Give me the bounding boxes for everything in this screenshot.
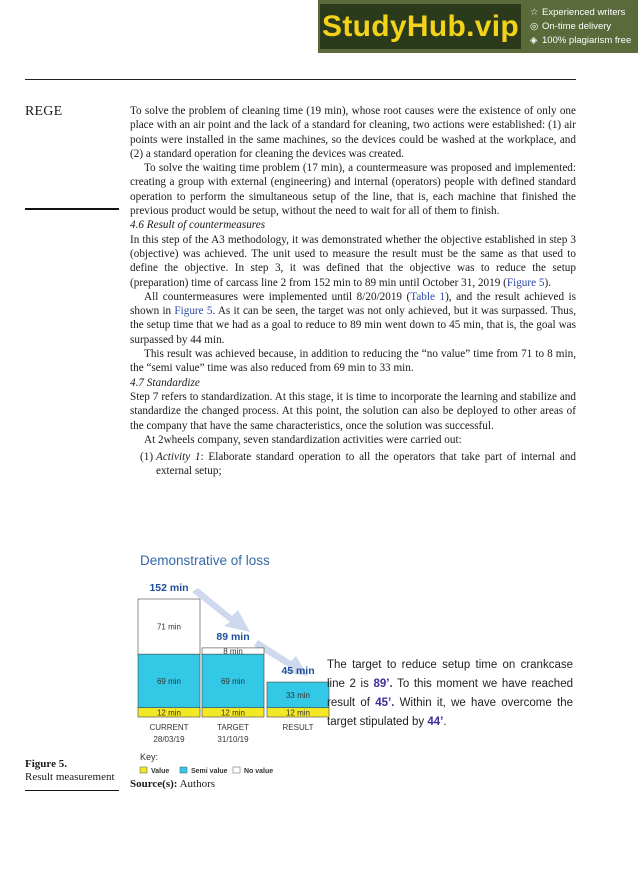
figure-callout: [327, 656, 573, 732]
bar-total-label: 89 min: [216, 630, 250, 643]
banner-feature: [530, 6, 631, 20]
bar-total-label: 152 min: [149, 582, 189, 594]
banner-feature-text: On-time delivery: [542, 21, 612, 32]
category-label: CURRENT: [149, 723, 189, 732]
side-rule: [25, 208, 119, 210]
legend-label: No value: [244, 768, 274, 775]
list-item: [130, 450, 576, 479]
bar-segment-label: 12 min: [220, 708, 246, 718]
source-text: Authors: [177, 778, 216, 790]
callout-value: 89’.: [373, 678, 393, 690]
figure-link[interactable]: Figure 5: [174, 305, 213, 318]
banner-feature-text: 100% plagiarism free: [542, 35, 632, 46]
banner-feature: [530, 20, 631, 34]
bar-segment-label: 71 min: [156, 622, 182, 632]
callout-value: 44’: [427, 716, 444, 728]
callout-text: The target to reduce setup time on crankcase line 2 is: [327, 659, 573, 690]
bar-segment-label: 12 min: [285, 708, 311, 718]
bar-segment-label: 12 min: [156, 708, 182, 718]
table-link[interactable]: Table 1: [410, 290, 446, 303]
bar-segment-label: 69 min: [220, 676, 246, 686]
category-label: TARGET: [217, 723, 249, 732]
bar-segment-label: 33 min: [285, 690, 311, 700]
section-heading: 4.6 Result of countermeasures: [130, 219, 266, 232]
text-run: ), and the result achieved is shown in: [130, 290, 577, 318]
banner-feature-text: Experienced writers: [542, 7, 626, 18]
section-heading: 4.7 Standardize: [130, 376, 200, 389]
callout-text: Within it, we have overcome the target stipulated by: [327, 697, 573, 728]
category-label: RESULT: [282, 723, 314, 732]
studyhub-logo[interactable]: StudyHub.vip: [320, 4, 521, 49]
paragraph: This result was achieved because, in addition to reducing the “no value” time from 71 to 8 min, the “semi value” time was also reduced from 69 min to 33 min.: [130, 348, 576, 375]
text-run: All countermeasures were implemented until 8/20/2019 (: [144, 290, 411, 303]
list-number: (1): [140, 451, 154, 464]
activity-label: Activity 1: [156, 451, 201, 464]
journal-name: REGE: [25, 104, 63, 119]
paragraph: At 2wheels company, seven standardization activities were carried out:: [144, 433, 462, 446]
text-run: In this step of the A3 methodology, it was demonstrated whether the objective established in step 3 (objective) was achieved. The unit used to measure the result must be the same as that used to define the objective. In step 3, it was defined that the objective was to reduce the setup (preparation) time of carcass line 2 from 152 min to 89 min until October 31, 2019 (: [130, 233, 576, 289]
promo-banner[interactable]: [318, 0, 638, 53]
star-icon: ☆: [530, 7, 539, 18]
banner-feature: [530, 34, 631, 48]
figure-number: Figure 5.: [25, 758, 67, 770]
paragraph: [130, 290, 576, 347]
figure-title: Demonstrative of loss: [140, 553, 270, 568]
callout-text: To this moment we have reached result of: [327, 678, 573, 709]
legend-swatch: [180, 767, 187, 773]
clock-icon: ◎: [530, 21, 539, 32]
legend-label: Value: [151, 768, 170, 775]
source-label: Source(s):: [130, 778, 178, 790]
bar-total-label: 45 min: [281, 665, 315, 678]
bar-segment-label: 69 min: [156, 676, 182, 686]
flow-arrow-shape: [192, 588, 250, 632]
category-date-label: 28/03/19: [153, 735, 185, 744]
category-date-label: 31/10/19: [217, 735, 249, 744]
banner-features: [530, 6, 631, 48]
paragraph: Step 7 refers to standardization. At this stage, it is time to incorporate the learning and stabilize and standardize the changed process. At this point, the solution can also be deployed to other areas of the company that have the same characteristics, once the solution was successful.: [130, 390, 576, 432]
bar-segment-label: 8 min: [223, 647, 243, 657]
figure-source: [130, 778, 215, 790]
caption-rule: [25, 790, 119, 791]
list-text: [156, 450, 576, 479]
header-rule: [25, 79, 576, 80]
figure-caption: [25, 758, 115, 784]
stacked-bar-chart: [130, 570, 330, 780]
paragraph: [130, 233, 576, 290]
legend-label: Semi value: [191, 768, 228, 775]
shield-icon: ◈: [530, 35, 538, 46]
body-text: [130, 104, 576, 479]
figure-caption-text: Result measurement: [25, 771, 115, 783]
legend-swatch: [233, 767, 240, 773]
paragraph: To solve the problem of cleaning time (19 min), whose root causes were the existence of only one place with an air point and the lack of a standard for cleaning, two actions were established: (1) air points were installed in the same machines, so the devices could be washed at the workplace, and (2) a standard operation for cleaning the devices was created.: [130, 105, 576, 160]
callout-value: 45’.: [375, 697, 395, 709]
text-run: ).: [544, 276, 552, 289]
legend-swatch: [140, 767, 147, 773]
legend-title: Key:: [140, 752, 159, 762]
callout-text: .: [443, 716, 447, 728]
text-run: : Elaborate standard operation to all the operators that take part of internal and external setup;: [156, 451, 576, 478]
text-run: . As it can be seen, the target was not only achieved, but it was surpassed. Thus, the setup time that we had as a goal to reduce to 89 min went down to 45 min, that is, the goal was surpassed by 44 min.: [130, 305, 576, 346]
paragraph: To solve the waiting time problem (17 min), a countermeasure was proposed and implemented: creating a group with external (engineering) and internal (operators) people with defined standard operation to perform the simultaneous setup of the line, that is, each machine that finished the previous product would be setup, without the need to wait for all of them to finish.: [130, 162, 576, 218]
figure-link[interactable]: Figure 5: [506, 276, 545, 289]
